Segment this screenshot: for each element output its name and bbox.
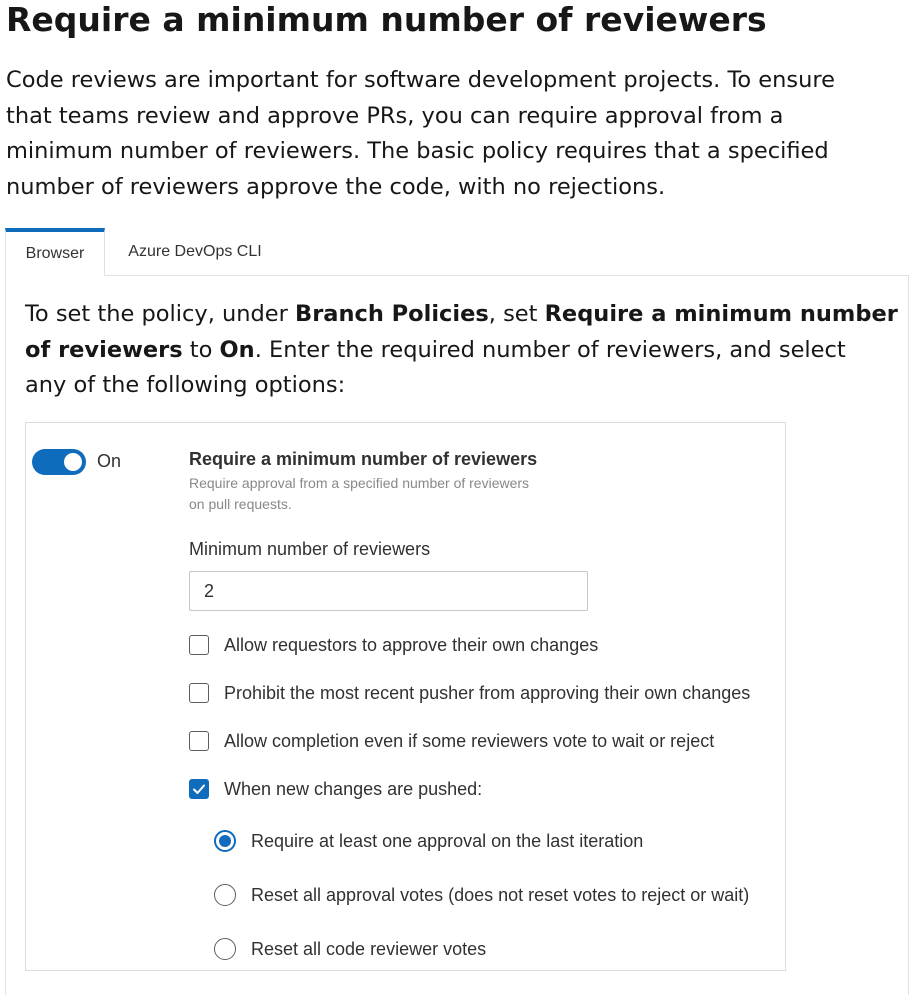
instructions-text: . Enter the required number of reviewers, and select bbox=[254, 336, 846, 363]
checkbox-icon[interactable] bbox=[189, 683, 209, 703]
radio-icon[interactable] bbox=[214, 884, 236, 906]
option-label: Prohibit the most recent pusher from approving their own changes bbox=[224, 682, 751, 703]
radio-require-approval-last-iteration[interactable] bbox=[214, 829, 643, 853]
radio-reset-all-votes[interactable] bbox=[214, 937, 486, 961]
instructions-text: , set bbox=[488, 301, 545, 327]
option-label: Allow completion even if some reviewers vote to wait or reject bbox=[224, 730, 715, 751]
option-allow-completion[interactable] bbox=[189, 730, 714, 752]
toggle-state-label: On bbox=[97, 451, 122, 471]
toggle-knob bbox=[64, 453, 82, 471]
instructions-bold: Require a minimum number bbox=[544, 301, 898, 327]
intro-line: minimum number of reviewers. The basic policy requires that a specified bbox=[6, 138, 829, 164]
checkmark-icon[interactable] bbox=[189, 779, 209, 799]
page-title: Require a minimum number of reviewers bbox=[6, 0, 767, 39]
instructions-text: to bbox=[182, 336, 220, 363]
radio-selected-icon[interactable] bbox=[214, 830, 236, 852]
radio-icon[interactable] bbox=[214, 938, 236, 960]
policy-description-line: on pull requests. bbox=[189, 496, 292, 512]
instructions-line bbox=[25, 333, 905, 369]
tab-azure-devops-cli[interactable]: Azure DevOps CLI bbox=[128, 243, 262, 260]
policy-description-line: Require approval from a specified number of reviewers bbox=[189, 475, 530, 491]
intro-paragraph bbox=[6, 63, 906, 205]
policy-description bbox=[189, 473, 589, 515]
option-prohibit-recent-pusher[interactable] bbox=[189, 682, 750, 704]
instructions-bold: Branch Policies bbox=[295, 301, 489, 327]
policy-settings-card bbox=[25, 422, 786, 971]
instructions-text: To set the policy, under bbox=[25, 301, 296, 327]
instructions-paragraph bbox=[25, 297, 905, 404]
radio-label: Require at least one approval on the last iteration bbox=[251, 830, 644, 851]
checkbox-icon[interactable] bbox=[189, 731, 209, 751]
policy-title: Require a minimum number of reviewers bbox=[189, 449, 538, 469]
instructions-bold: On bbox=[219, 336, 255, 363]
min-reviewers-input[interactable] bbox=[189, 571, 588, 611]
toggle-on-icon[interactable] bbox=[32, 449, 86, 475]
option-allow-requestors-approve[interactable] bbox=[189, 634, 598, 656]
option-label: When new changes are pushed: bbox=[224, 778, 483, 799]
instructions-bold: of reviewers bbox=[25, 336, 183, 363]
tab-bar bbox=[5, 228, 910, 276]
min-reviewers-label: Minimum number of reviewers bbox=[189, 539, 431, 559]
intro-line: that teams review and approve PRs, you can require approval from a bbox=[6, 102, 784, 129]
radio-label: Reset all approval votes (does not reset votes to reject or wait) bbox=[251, 884, 750, 905]
option-when-new-changes-pushed[interactable] bbox=[189, 778, 482, 800]
tab-browser[interactable]: Browser bbox=[5, 228, 105, 276]
instructions-line bbox=[25, 297, 905, 333]
intro-line: Code reviews are important for software development projects. To ensure bbox=[6, 67, 835, 93]
instructions-line: any of the following options: bbox=[25, 372, 346, 398]
radio-label: Reset all code reviewer votes bbox=[251, 938, 487, 959]
checkmark-glyph bbox=[192, 782, 206, 796]
radio-reset-approval-votes[interactable] bbox=[214, 883, 749, 907]
checkbox-icon[interactable] bbox=[189, 635, 209, 655]
option-label: Allow requestors to approve their own changes bbox=[224, 634, 599, 655]
intro-line: number of reviewers approve the code, with no rejections. bbox=[6, 173, 666, 200]
